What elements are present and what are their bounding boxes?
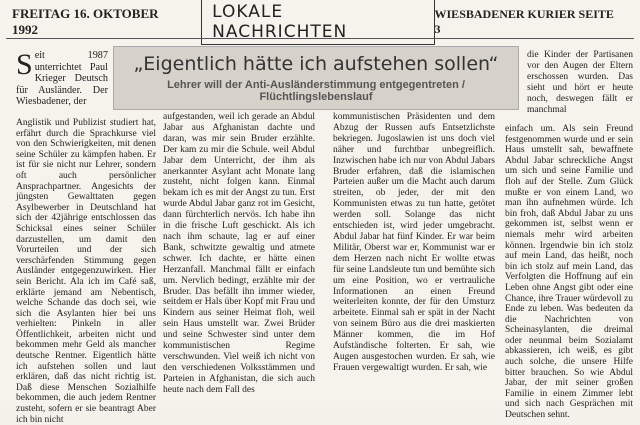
- column-1-top: [16, 50, 108, 108]
- article-subheadline: Lehrer will der Anti-Ausländerstimmung entgegentreten / Flüchtlingslebenslauf: [167, 79, 465, 103]
- column-4-body: einfach um. Als sein Freund festgenommen wurde und er sein Haus umstellt sah, bewaffnete Abdul Jabar schreckliche Angst um sich und seine Familie und floh auf der Stelle. Zum Glück mußte er von einem Land, wo man ihn aufnehmen würde. Ich bin froh, daß Abdul Jabar zu uns gekommen ist, selbst wenn er niemals mehr wird arbeiten können. Irgendwie bin ich stolz auf mein Land, das heißt, noch bin ich stolz auf mein Land, das Verfolgten die Hoffnung auf ein Leben ohne Angst gibt oder eine Chance, ihre Trauer würdevoll zu Ende zu leben. Was bedeuten da die Nachrichten von Scheinasylanten, die dreimal oder neunmal beim Sozialamt abkassieren, ich weiß, es gibt auch solche, die unsere Hilfe bitter brauchen. So wie Abdul Jabar, der mit seiner großen Familie in einem Zimmer lebt und sich nach Gesprächen mit Deutschen sehnt.: [505, 124, 633, 421]
- headline-box: [113, 46, 519, 110]
- column-4-top: die Kinder der Partisanen vor den Augen der Eltern erschossen wurden. Das sieht und hört er heute noch, deswegen fällt er manchmal: [527, 50, 633, 115]
- column-2-body: aufgestanden, weil ich gerade an Abdul Jabar aus Afghanistan dachte und daran, was mir sein Bruder erzählte. Der kam zu mir die Schule. weil Abdul Jabar dem Unterricht, der ihm als anerkannter Asylant acht Monate lang zusteht, nicht folgen kann. Einmal bekam ich es mit der Angst zu tun. Erst wurde Abdul Jabar ganz rot im Gesicht, dann fürchterlich nervös. Ich habe ihn in die frische Luft geschickt. Als ich nach ihm schaute, lag er auf einer Bank, schwitzte gewaltig und atmete schwer. Ich dachte, er hätte einen Herzanfall. Manchmal fällt er einfach um. Nervlich bedingt, erzählte mir der Bruder. Das befällt ihn immer wieder, seitdem er Hals über Kopf mit Frau und Kindern aus seiner Heimat floh, weil sein Haus umstellt war. Zwei Brüder und seine Schwester sind unter dem kommunistischen Regime verschwunden. Viel weiß ich nicht von den verschiedenen Volksstämmen und Parteien in Afghanistan, die sich auch heute nach dem Fall des: [163, 112, 315, 395]
- masthead-rule: [6, 38, 634, 39]
- paper-name-page: WIESBADENER KURIER SEITE 3: [434, 7, 614, 36]
- drop-cap: S: [16, 48, 33, 81]
- section-title: LOKALE NACHRICHTEN: [201, 0, 434, 45]
- issue-date: FREITAG 16. OKTOBER 1992: [12, 6, 159, 37]
- column-1-text: eit 1987 unterrichtet Paul Krieger Deutsch für Ausländer. Der Wiesbadener, der: [16, 50, 108, 108]
- column-1-body: Anglistik und Publizist studiert hat, erfährt durch die Sprachkurse viel von den Schwierigkeiten, mit denen seine Schüler zu kämpfen haben. Er ist für sie nicht nur Lehrer, sondern oft auch persönlicher Ansprachpartner. Angesichts der jüngsten Gewalttaten gegen Asylbewerber in Deutschland hat sich der 42jährige entschlossen das Schicksal eines seiner Schüler darzustellen, um damit den Vorurteilen und der sich verschärfenden Stimmung gegen Ausländer entgegenzuwirken. Hier sein Bericht. Ala ich im Café saß, erklärte jemand am Nebentisch, welche Schande das doch sei, wie sich die Asylanten hier bei uns verhielten: Pinkeln in aller Öffentlichkeit, arbeiten nicht und bekommen mehr Geld als mancher deutsche Rentner. Eigentlich hätte ich aufstehen sollen und laut erklären, daß das nicht richtig ist. Daß diese Menschen Sozialhilfe bekommen, die auch jedem Rentner zusteht, sofern er sie beantragt Aber ich bin nicht: [16, 118, 156, 425]
- masthead: [6, 2, 634, 42]
- article-headline: „Eigentlich hätte ich aufstehen sollen“: [133, 53, 499, 75]
- column-3-body: kommunistischen Präsidenten und dem Abzug der Russen aufs Entsetzlichste bekriegen. Jugoslawien ist uns doch viel näher und furchtbar unbegreiflich. Inzwischen habe ich nur von Abdul Jabars Bruder erfahren, daß die islamischen Parteien außer um die Macht auch darum streiten, ob jeder, der mit den Kommunisten etwas zu tun hatte, getötet werden soll. Solange das nicht entschieden ist, wird jeder umgebracht. Abdul Jabar hat fünf Kinder. Er war beim Militär, Oberst war er, Kommunist war er dem Herzen nach nicht Er wollte etwas für seine Landsleute tun und bemühte sich um eine Position, wo er vertrauliche Informationen an einen Freund weiterleiten konnte, der für den Umsturz arbeitete. Einmal sah er spät in der Nacht von seinem Büro aus die drei maskierten Männer kommen, die im Hof Aufständische folterten. Er sah, wie Augen ausgestochen wurden. Er sah, wie Frauen vergewaltigt wurden. Er sah, wie: [333, 112, 495, 373]
